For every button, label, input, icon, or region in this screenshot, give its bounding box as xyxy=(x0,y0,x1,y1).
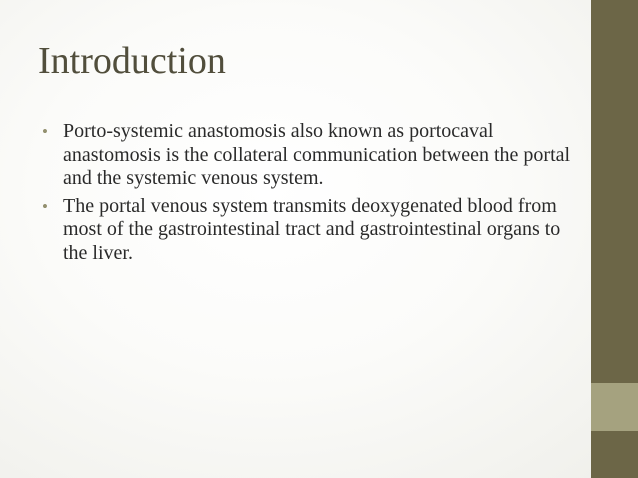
bullet-text: The portal venous system transmits deoxygenated blood from most of the gastrointestinal tract and gastrointestinal organs to the liver. xyxy=(63,194,561,264)
bullet-dot-icon: • xyxy=(42,122,48,141)
bullet-dot-icon: • xyxy=(42,196,48,216)
side-accent-block xyxy=(591,383,638,431)
slide-title: Introduction xyxy=(38,40,226,82)
bullet-text: Porto-systemic anastomosis also known as portocaval anastomosis is the collateral communication between the portal and the systemic venous system. xyxy=(63,120,571,189)
bullet-item xyxy=(42,120,572,191)
bullet-item xyxy=(42,195,572,266)
bullet-list xyxy=(42,120,572,269)
